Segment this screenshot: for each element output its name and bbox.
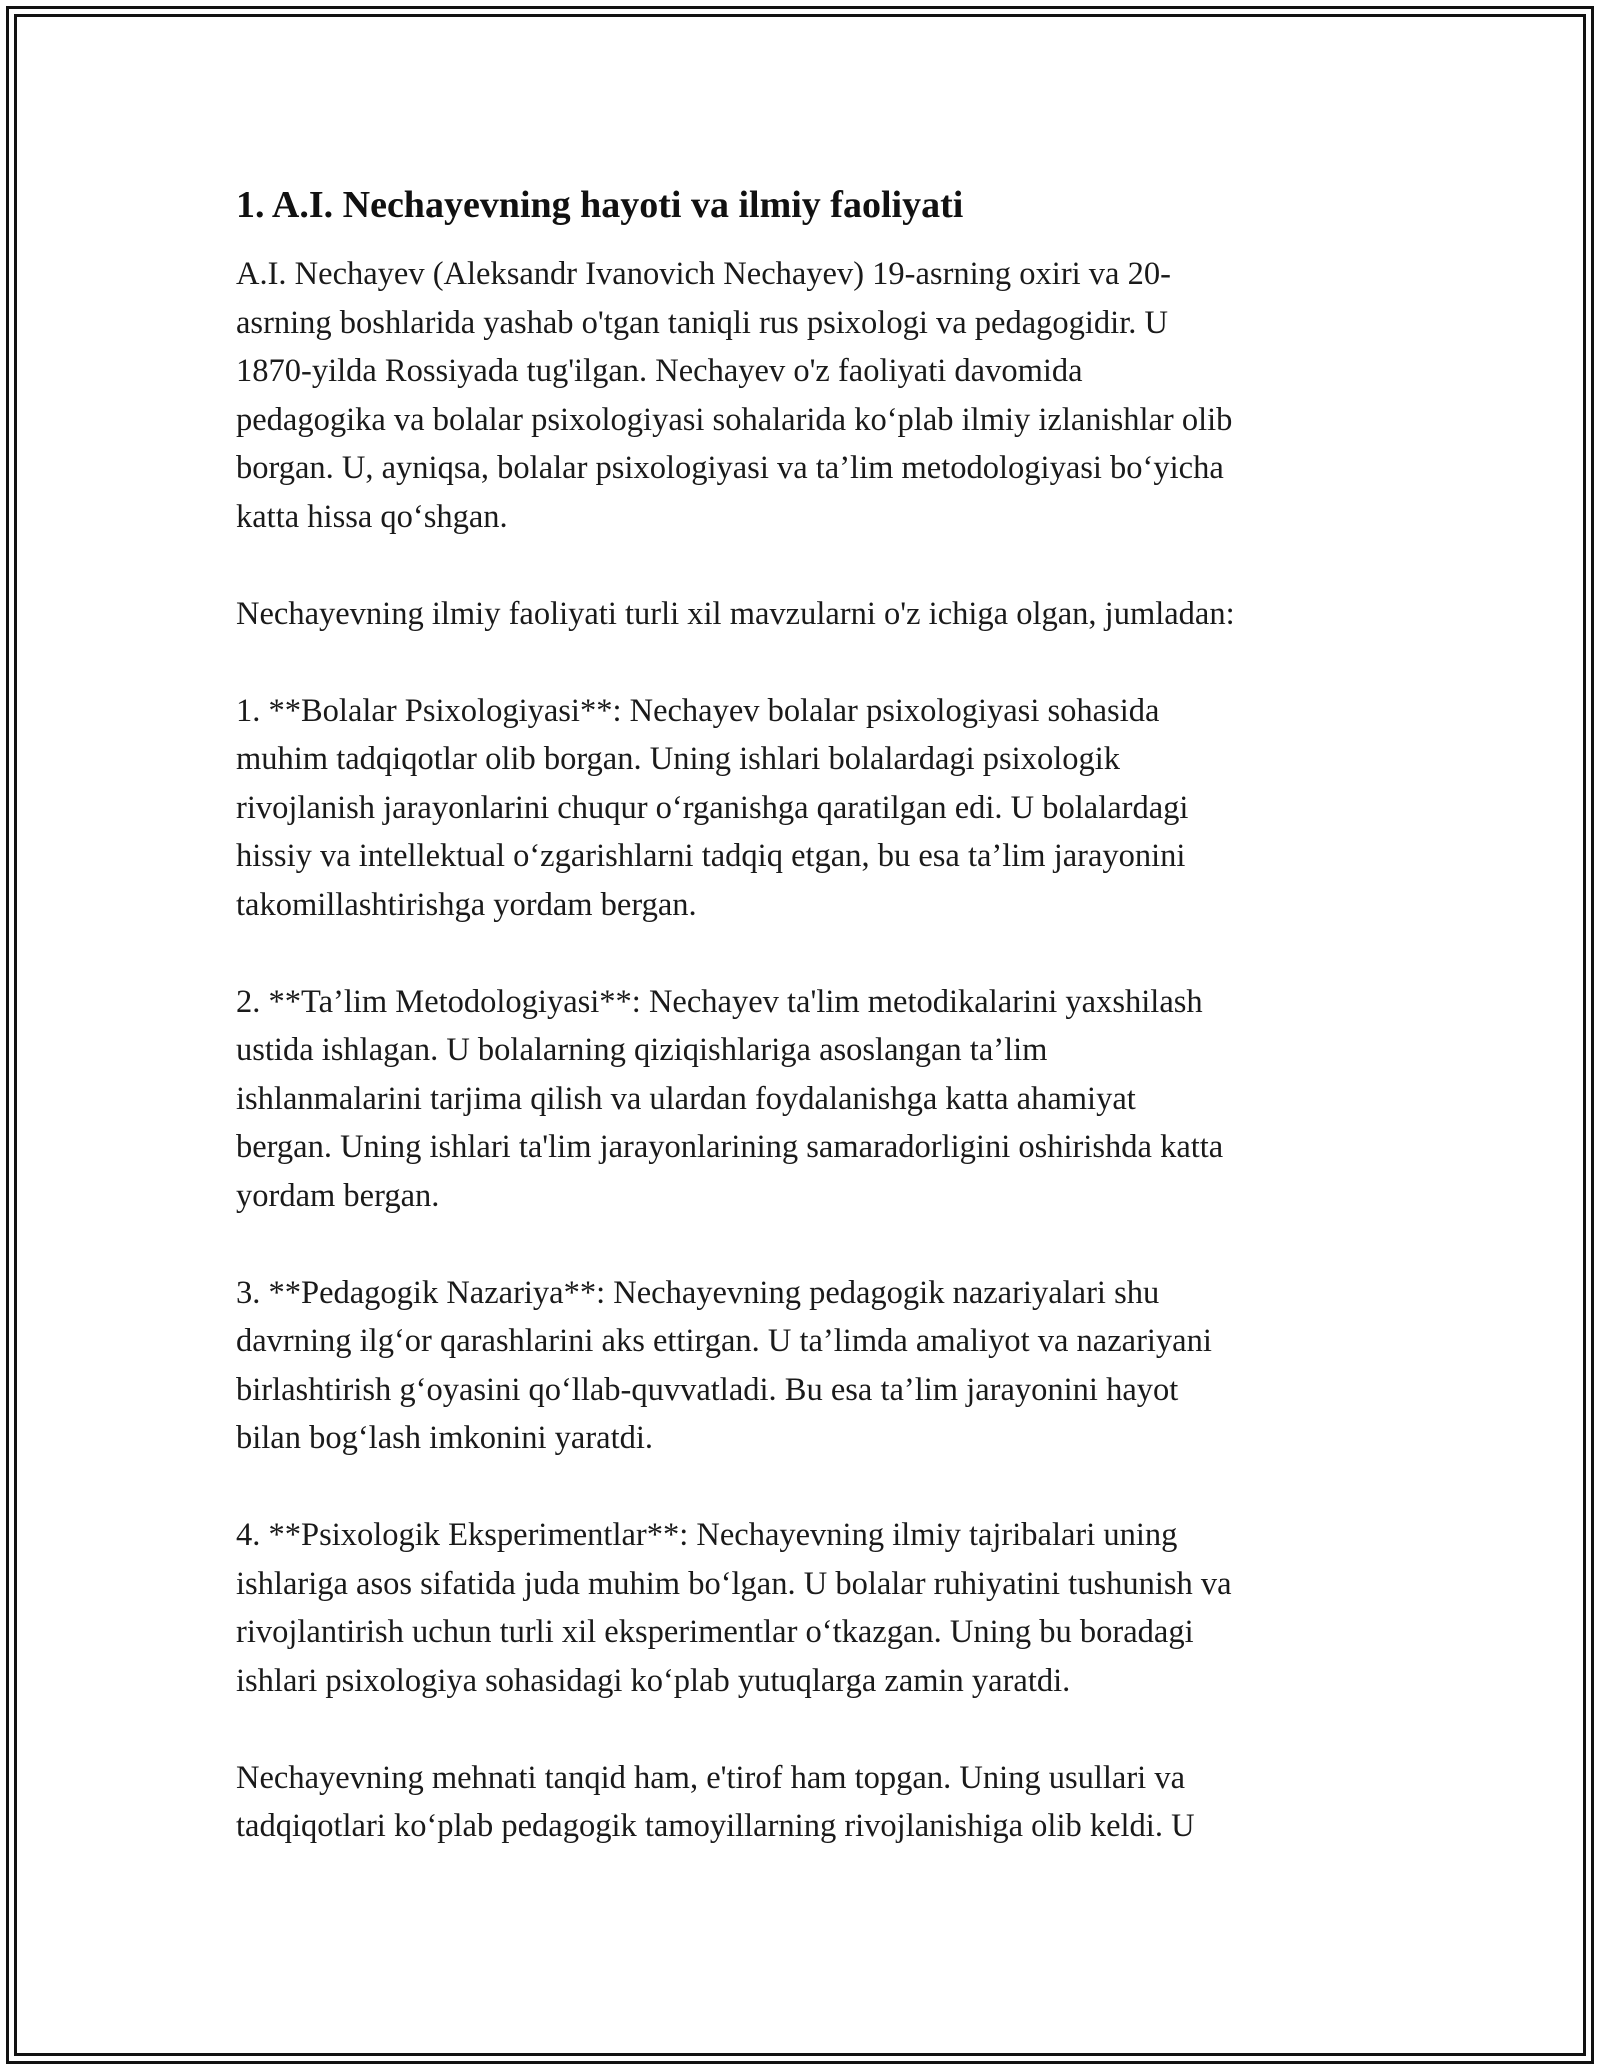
text-line: 1870-yilda Rossiyada tug'ilgan. Nechayev o'z faoliyati davomida [236, 353, 1083, 389]
text-line: davrning ilg‘or qarashlarini aks ettirgan. U ta’limda amaliyot va nazariyani [236, 1323, 1212, 1359]
text-line: 1. **Bolalar Psixologiyasi**: Nechayev bolalar psixologiyasi sohasida [236, 692, 1160, 729]
text-line: 3. **Pedagogik Nazariya**: Nechayevning pedagogik nazariyalari shu [236, 1274, 1160, 1311]
text-line: 4. **Psixologik Eksperimentlar**: Nechayevning ilmiy tajribalari uning [236, 1517, 1178, 1553]
text-line: rivojlantirish uchun turli xil eksperimentlar o‘tkazgan. Uning bu boradagi [236, 1614, 1194, 1650]
closing-paragraph [236, 1754, 1366, 1851]
text-line: Nechayevning ilmiy faoliyati turli xil mavzularni o'z ichiga olgan, jumladan: [236, 595, 1235, 632]
list-item-psixologik-eksperimentlar [236, 1511, 1366, 1705]
list-item-bolalar-psixologiyasi [236, 687, 1366, 930]
text-line: A.I. Nechayev (Aleksandr Ivanovich Nechayev) 19-asrning oxiri va 20- [236, 256, 1171, 292]
text-line: ustida ishlagan. U bolalarning qiziqishlariga asoslangan ta’lim [236, 1032, 1048, 1068]
text-line: ishlari psixologiya sohasidagi ko‘plab yutuqlarga zamin yaratdi. [236, 1662, 1071, 1699]
list-item-talim-metodologiyasi [236, 978, 1366, 1221]
text-line: birlashtirish g‘oyasini qo‘llab-quvvatladi. Bu esa ta’lim jarayonini hayot [236, 1371, 1179, 1408]
text-line: bilan bog‘lash imkonini yaratdi. [236, 1420, 654, 1456]
text-line: 2. **Ta’lim Metodologiyasi**: Nechayev ta'lim metodikalarini yaxshilash [236, 983, 1203, 1020]
list-item-pedagogik-nazariya [236, 1269, 1366, 1463]
text-line: bergan. Uning ishlari ta'lim jarayonlarining samaradorligini oshirishda katta [236, 1129, 1224, 1165]
text-line: asrning boshlarida yashab o'tgan taniqli rus psixologi va pedagogidir. U [236, 304, 1168, 341]
text-line: borgan. U, ayniqsa, bolalar psixologiyasi va ta’lim metodologiyasi bo‘yicha [236, 450, 1224, 486]
text-line: pedagogika va bolalar psixologiyasi sohalarida ko‘plab ilmiy izlanishlar olib [236, 401, 1233, 438]
text-line: ishlanmalarini tarjima qilish va ulardan foydalanishga katta ahamiyat [236, 1080, 1136, 1117]
document-page [236, 180, 1366, 1899]
text-line: katta hissa qo‘shgan. [236, 498, 508, 535]
topics-intro-paragraph [236, 590, 1366, 639]
intro-paragraph [236, 250, 1366, 541]
text-line: tadqiqotlari ko‘plab pedagogik tamoyillarning rivojlanishiga olib keldi. U [236, 1808, 1195, 1844]
text-line: takomillashtirishga yordam bergan. [236, 886, 697, 923]
text-line: ishlariga asos sifatida juda muhim bo‘lgan. U bolalar ruhiyatini tushunish va [236, 1565, 1232, 1602]
text-line: muhim tadqiqotlar olib borgan. Uning ishlari bolalardagi psixologik [236, 741, 1121, 777]
text-line: yordam bergan. [236, 1177, 440, 1214]
text-line: rivojlanish jarayonlarini chuqur o‘rganishga qaratilgan edi. U bolalardagi [236, 789, 1189, 826]
text-line: Nechayevning mehnati tanqid ham, e'tirof ham topgan. Uning usullari va [236, 1759, 1186, 1796]
section-heading: 1. A.I. Nechayevning hayoti va ilmiy faoliyati [236, 184, 964, 226]
text-line: hissiy va intellektual o‘zgarishlarni tadqiq etgan, bu esa ta’lim jarayonini [236, 838, 1186, 874]
